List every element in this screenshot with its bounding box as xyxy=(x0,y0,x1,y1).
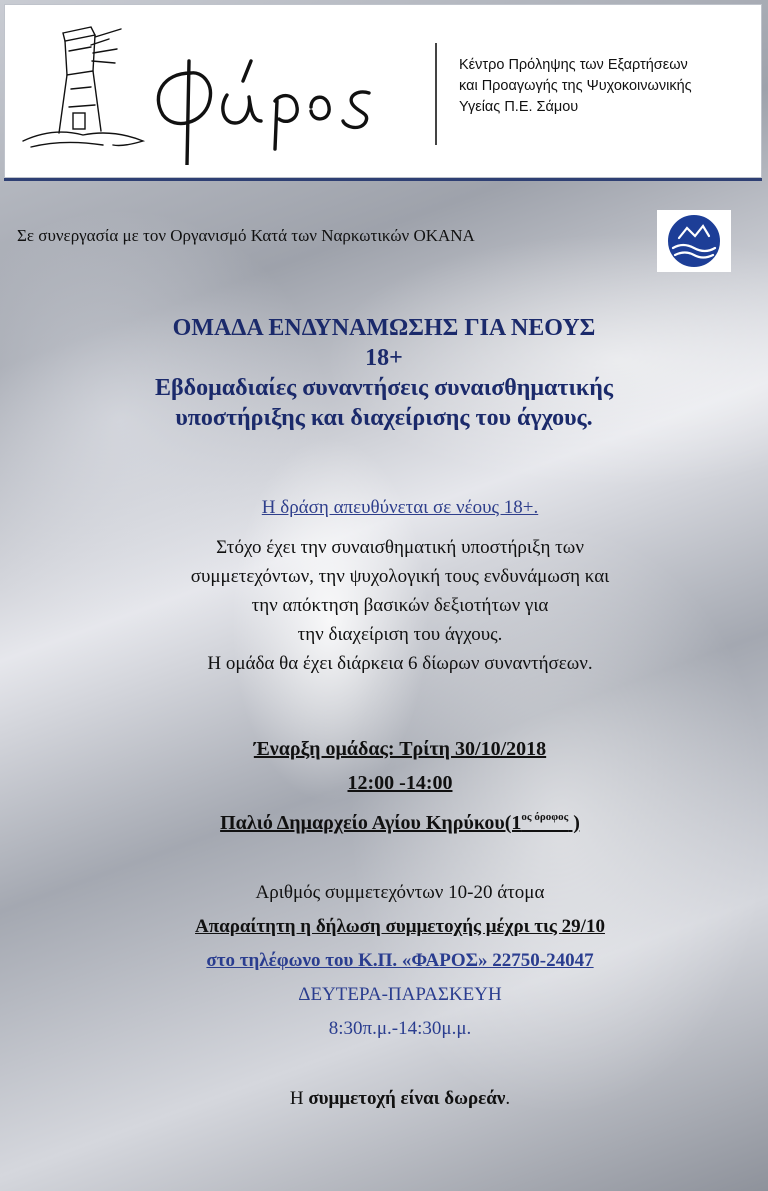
schedule xyxy=(0,732,768,840)
office-days: ΔΕΥΤΕΡΑ-ΠΑΡΑΣΚΕΥΗ xyxy=(298,984,502,1005)
start-time: 12:00 -14:00 xyxy=(347,772,453,794)
description-line: συμμετεχόντων, την ψυχολογική τους ενδυνάμωση και xyxy=(190,566,610,587)
center-name-line: και Προαγωγής της Ψυχοκοινωνικής xyxy=(459,78,692,94)
header-divider xyxy=(435,43,437,145)
title-line: Εβδομαδιαίες συναντήσεις συναισθηματικής xyxy=(154,375,613,401)
title-line: ΟΜΑΔΑ ΕΝΔΥΝΑΜΩΣΗΣ ΓΙΑ ΝΕΟΥΣ xyxy=(172,315,596,341)
start-date: Έναρξη ομάδας: Τρίτη 30/10/2018 xyxy=(253,738,547,760)
location-floor: ος όροφος xyxy=(521,811,569,823)
description xyxy=(0,533,768,678)
description-line: Στόχο έχει την συναισθηματική υποστήριξη των xyxy=(216,537,584,558)
title-line: υποστήριξης και διαχείρισης του άγχους. xyxy=(175,405,593,431)
description-line: την διαχείριση του άγχους. xyxy=(297,624,503,645)
location xyxy=(0,800,768,840)
center-name-line: Κέντρο Πρόληψης των Εξαρτήσεων xyxy=(459,57,688,73)
free-prefix: Η xyxy=(289,1088,309,1109)
office-hours: 8:30π.μ.-14:30μ.μ. xyxy=(328,1018,472,1039)
location-text: Παλιό Δημαρχείο Αγίου Κηρύκου(1 xyxy=(220,812,522,834)
free-participation xyxy=(0,1088,768,1110)
title-line: 18+ xyxy=(365,345,403,371)
participants: Αριθμός συμμετεχόντων 10-20 άτομα xyxy=(255,882,545,903)
partner-text: Σε συνεργασία με τον Οργανισμό Κατά των Ναρκωτικών ΟΚΑΝΑ xyxy=(17,226,475,245)
registration-info xyxy=(0,876,768,1046)
free-suffix: . xyxy=(505,1088,511,1109)
target-audience: Η δράση απευθύνεται σε νέους 18+. xyxy=(261,497,539,518)
okana-logo xyxy=(657,210,731,272)
faros-logo xyxy=(13,15,423,165)
registration-deadline: Απαραίτητη η δήλωση συμμετοχής μέχρι τις 29/10 xyxy=(195,916,605,937)
center-name-line: Υγείας Π.Ε. Σάμου xyxy=(459,99,579,115)
center-name xyxy=(459,55,759,118)
description-line: Η ομάδα θα έχει διάρκεια 6 δίωρων συναντήσεων. xyxy=(207,653,593,674)
phone-number: στο τηλέφωνο του Κ.Π. «ΦΑΡΟΣ» 22750-24047 xyxy=(206,950,594,971)
location-end: ) xyxy=(568,812,580,834)
description-line: την απόκτηση βασικών δεξιοτήτων για xyxy=(251,595,549,616)
header-banner xyxy=(4,4,762,178)
free-text: συμμετοχή είναι δωρεάν xyxy=(308,1088,506,1109)
event-title xyxy=(0,313,768,433)
